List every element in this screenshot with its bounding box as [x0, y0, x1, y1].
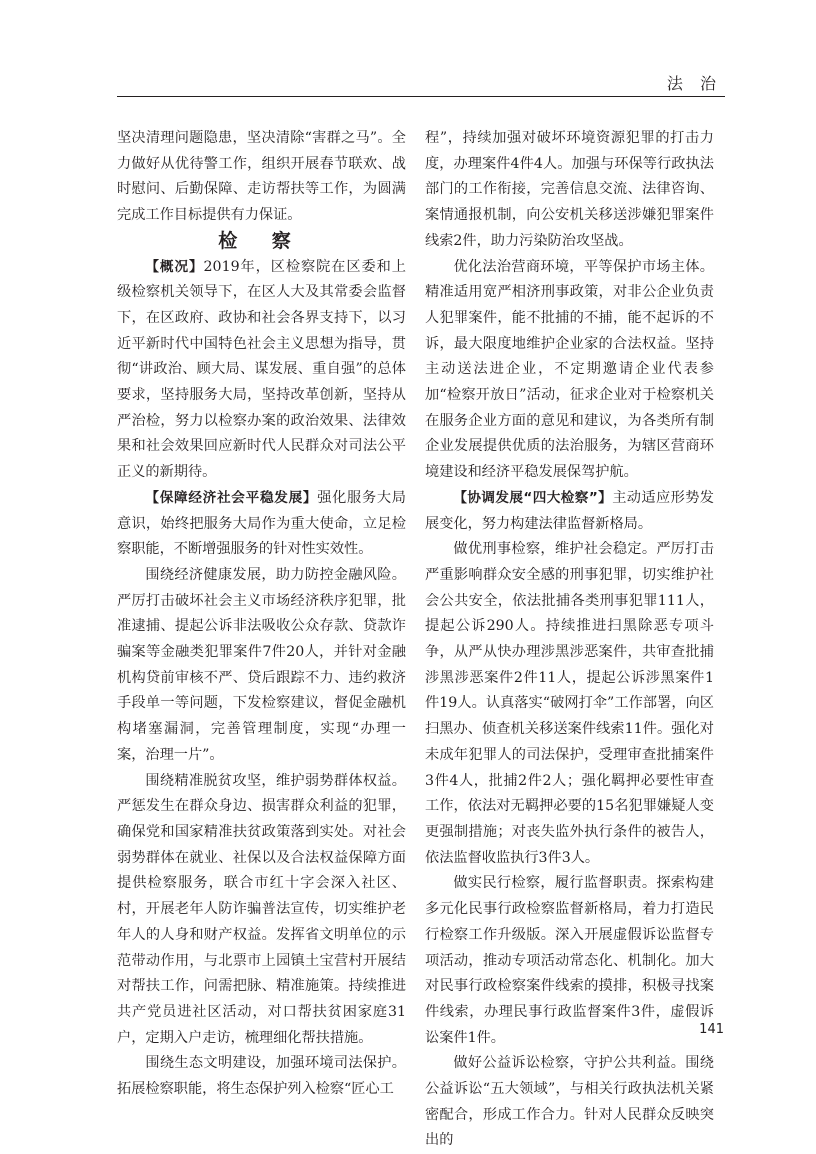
overview-tag: 【概况】 — [145, 258, 204, 275]
paragraph-ecology: 围绕生态文明建设，加强环境司法保护。拓展检察职能，将生态保护列入检察“匠心工 — [117, 1055, 406, 1098]
paragraph-coordination — [425, 486, 714, 537]
paragraph-business: 优化法治营商环境，平等保护市场主体。精准适用宽严相济刑事政策，对非公企业负责人犯罪案件，能不批捕的不捕，能不起诉的不诉，最大限度地维护企业家的合法权益。坚持主动送法进企业，不定期邀请企业代表参加“检察开放日”活动，征求企业对于检察机关在服务企业方面的意见和建议，为各类所有制企业发展提供优质的法治服务，为辖区营商环境建设和经济平稳发展保驾护航。 — [425, 258, 714, 481]
page-number: 141 — [699, 1022, 724, 1037]
paragraph-public-interest: 做好公益诉讼检察，守护公共利益。围绕公益诉讼“五大领域”，与相关行政执法机关紧密配合，形成工作合力。针对人民群众反映突出的 — [425, 1055, 714, 1149]
paragraph-overview — [117, 255, 406, 486]
header-rule — [117, 96, 725, 97]
section-heading: 检 察 — [218, 229, 305, 252]
overview-text: 2019年，区检察院在区委和上级检察机关领导下，在区人大及其常委会监督下，在区政府、政协和社会各界支持下，以习近平新时代中国特色社会主义思想为指导，贯彻“讲政治、顾大局、谋发展、重自强”的总体要求，坚持服务大局，坚持改革创新，坚持从严治检，努力以检察办案的政治效果、法律效果和社会效果回应新时代人民群众对司法公平正义的新期待。 — [117, 258, 406, 481]
running-header-title: 法 治 — [666, 74, 722, 93]
paragraph-poverty: 围绕精准脱贫攻坚，维护弱势群体权益。严惩发生在群众身边、损害群众利益的犯罪，确保党和国家精准扶贫政策落到实处。对社会弱势群体在就业、社保以及合法权益保障方面提供检察服务，联合市红十字会深入社区、村，开展老年人防诈骗普法宣传，切实维护老年人的人身和财产权益。发挥省文明单位的示范带动作用，与北票市上园镇土宝营村开展结对帮扶工作，问需把脉、精准施策。持续推进共产党员进社区活动，对口帮扶贫困家庭31户，定期入户走访，梳理细化帮扶措施。 — [117, 772, 406, 1046]
paragraph-criminal: 做优刑事检察，维护社会稳定。严厉打击严重影响群众安全感的刑事犯罪，切实维护社会公共安全，依法批捕各类刑事犯罪111人，提起公诉290人。持续推进扫黑除恶专项斗争，从严从快办理涉黑涉恶案件，共审查批捕涉黑涉恶案件2件11人，提起公诉涉黑案件1件19人。认真落实“破网打伞”工作部署，向区扫黑办、侦查机关移送案件线索11件。强化对未成年犯罪人的司法保护，受理审查批捕案件3件4人，批捕2件2人；强化羁押必要性审查工作，依法对无羁押必要的15名犯罪嫌疑人变更强制措施；对丧失监外执行条件的被告人，依法监督收监执行3件3人。 — [425, 541, 714, 866]
paragraph-finance: 围绕经济健康发展，助力防控金融风险。严厉打击破坏社会主义市场经济秩序犯罪，批准逮捕、提起公诉非法吸收公众存款、贷款诈骗案等金融类犯罪案件7件20人，并针对金融机构贷前审核不严、贷后跟踪不力、违约救济手段单一等问题，下发检察建议，督促金融机构堵塞漏洞，完善管理制度，实现“办理一案，治理一片”。 — [117, 566, 406, 763]
coordination-tag: 【协调发展“四大检察”】 — [453, 489, 613, 506]
coordination-text: 主动适应形势发展变化，努力构建法律监督新格局。 — [425, 489, 714, 532]
paragraph-continuation-right: 程”，持续加强对破坏环境资源犯罪的打击力度，办理案件4件4人。加强与环保等行政执法部门的工作衔接，完善信息交流、法律咨询、案情通报机制，向公安机关移送涉嫌犯罪案件线索2件，助力污染防治攻坚战。 — [425, 130, 714, 249]
paragraph-continuation: 坚决清理问题隐患，坚决清除“害群之马”。全力做好从优待警工作，组织开展春节联欢、战时慰问、后勤保障、走访帮扶等工作，为圆满完成工作目标提供有力保证。 — [117, 130, 406, 224]
economy-text: 强化服务大局意识，始终把服务大局作为重大使命，立足检察职能，不断增强服务的针对性实效性。 — [117, 489, 406, 558]
paragraph-civil: 做实民行检察，履行监督职责。探索构建多元化民事行政检察监督新格局，着力打造民行检察工作升级版。深入开展虚假诉讼监督专项活动，推动专项活动常态化、机制化。加大对民事行政检察案件线索的摸排，积极寻找案件线索，办理民事行政监督案件3件，虚假诉讼案件1件。 — [425, 875, 714, 1046]
left-column — [117, 126, 406, 1103]
right-column — [425, 126, 714, 1154]
economy-tag: 【保障经济社会平稳发展】 — [145, 489, 318, 506]
paragraph-economy — [117, 486, 406, 563]
